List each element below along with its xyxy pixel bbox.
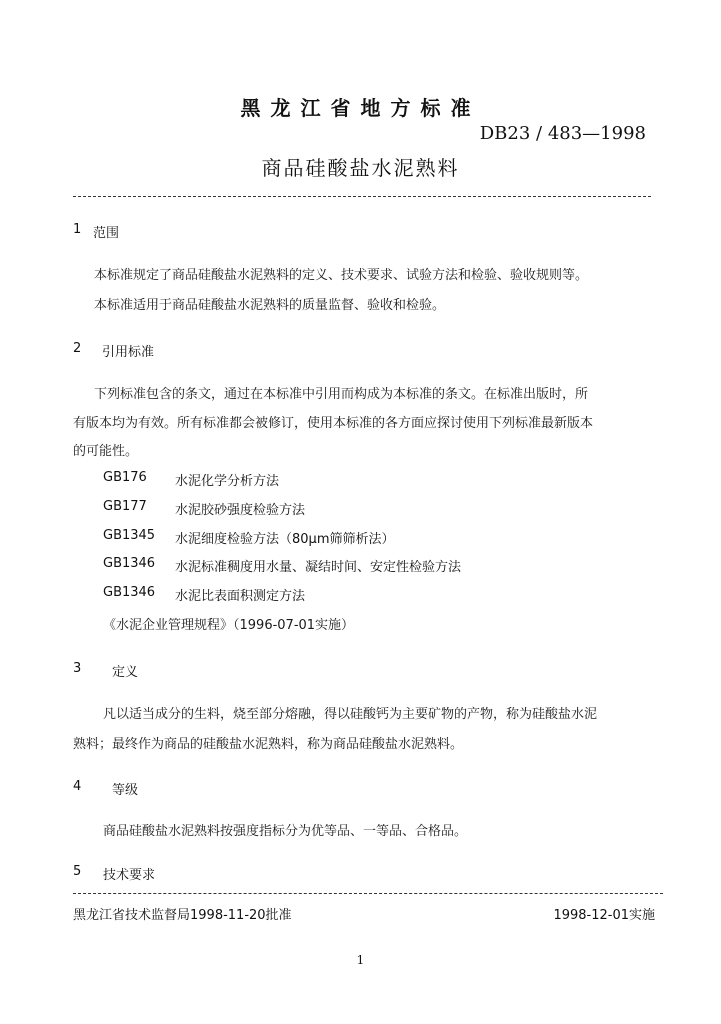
standard-code: DB23 / 483—1998: [479, 123, 646, 144]
section-3-paragraph: 熟料；最终作为商品的硅酸盐水泥熟料，称为商品硅酸盐水泥熟料。: [73, 737, 464, 752]
section-1-title: 范围: [93, 226, 120, 241]
section-2-paragraph: 的可能性。: [73, 444, 139, 459]
reference-code: GB1345: [103, 528, 156, 543]
approval-note: 黑龙江省技术监督局1998-11-20批准: [73, 908, 292, 923]
extra-reference: 《水泥企业管理规程》（1996-07-01实施）: [103, 618, 355, 633]
reference-title: 水泥比表面积测定方法: [175, 589, 306, 604]
section-4-paragraph: 商品硅酸盐水泥熟料按强度指标分为优等品、一等品、合格品。: [103, 824, 468, 839]
section-3-paragraph: 凡以适当成分的生料，烧至部分熔融，得以硅酸钙为主要矿物的产物，称为硅酸盐水泥: [103, 707, 598, 722]
reference-code: GB1346: [103, 585, 156, 600]
section-3-number: 3: [73, 661, 82, 676]
reference-title: 水泥细度检验方法（80μm筛筛析法）: [175, 532, 395, 547]
document-title: 商品硅酸盐水泥熟料: [261, 156, 460, 180]
section-5-number: 5: [73, 864, 82, 879]
section-1-number: 1: [73, 222, 82, 237]
section-4-number: 4: [73, 779, 82, 794]
reference-title: 水泥化学分析方法: [175, 474, 280, 489]
reference-code: GB1346: [103, 556, 156, 571]
reference-title: 水泥胶砂强度检验方法: [175, 503, 306, 518]
section-2-paragraph: 下列标准包含的条文，通过在本标准中引用而构成为本标准的条文。在标准出版时，所: [94, 387, 589, 402]
effective-date: 1998-12-01实施: [553, 908, 655, 923]
reference-code: GB176: [103, 470, 147, 485]
section-3-title: 定义: [112, 665, 139, 680]
section-2-number: 2: [73, 341, 82, 356]
section-1-paragraph: 本标准适用于商品硅酸盐水泥熟料的质量监督、验收和检验。: [94, 298, 446, 313]
issuer-heading: 黑龙江省地方标准: [240, 96, 481, 120]
footer-divider: [73, 893, 663, 894]
reference-code: GB177: [103, 499, 147, 514]
section-1-paragraph: 本标准规定了商品硅酸盐水泥熟料的定义、技术要求、试验方法和检验、验收规则等。: [94, 268, 589, 283]
section-4-title: 等级: [112, 783, 139, 798]
section-2-title: 引用标准: [102, 345, 155, 360]
reference-title: 水泥标准稠度用水量、凝结时间、安定性检验方法: [175, 560, 462, 575]
title-divider: [73, 196, 651, 197]
section-5-title: 技术要求: [103, 868, 156, 883]
page-number: 1: [356, 953, 365, 967]
section-2-paragraph: 有版本均为有效。所有标准都会被修订，使用本标准的各方面应探讨使用下列标准最新版本: [73, 416, 594, 431]
